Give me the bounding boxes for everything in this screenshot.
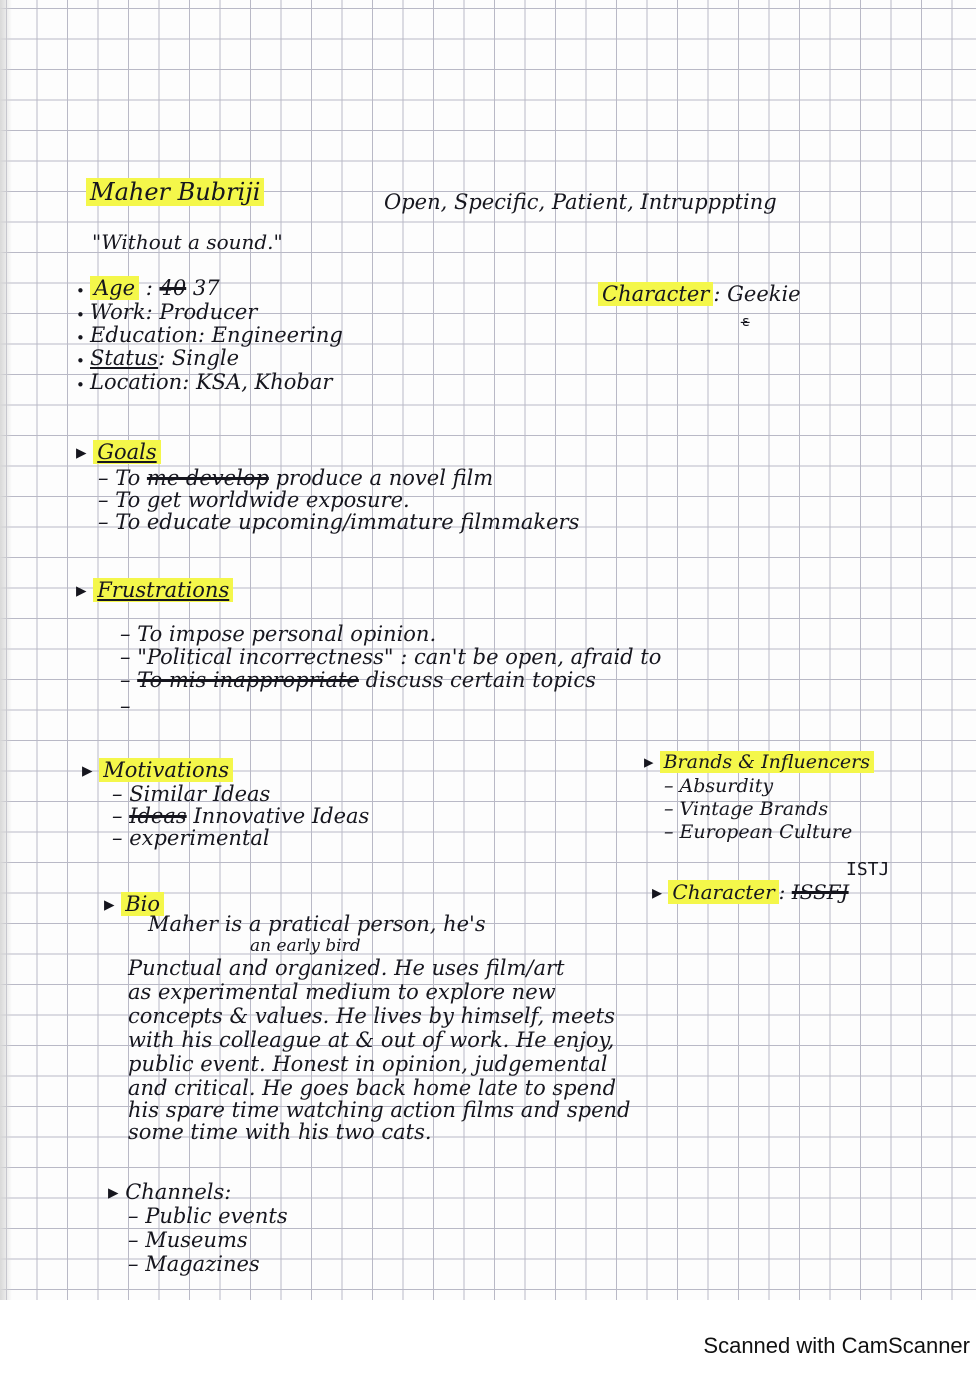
bio-line-3: as experimental medium to explore new: [128, 980, 556, 1004]
frustrations-item-3: – To mis inappropriate discuss certain topics: [120, 668, 596, 692]
bullet-dot: •: [76, 329, 85, 347]
bio-heading: ▸ Bio: [104, 892, 164, 916]
goals-heading-text: Goals: [93, 440, 160, 464]
brands-item-3-text: European Culture: [679, 821, 853, 843]
frustrations-item-3-struck: To mis inappropriate: [137, 668, 359, 692]
age-row: Age : 40 37: [90, 276, 220, 300]
channels-heading-text: Channels:: [125, 1180, 232, 1204]
goals-item-3: – To educate upcoming/immature filmmakers: [98, 510, 580, 534]
character-2-struck: ISSFJ: [791, 880, 849, 904]
motivations-item-2: – Ideas Innovative Ideas: [112, 804, 370, 828]
motivations-item-2-text: Innovative Ideas: [193, 804, 370, 828]
goals-item-1: – To me develop produce a novel film: [98, 466, 494, 490]
education-row: Education: Engineering: [90, 323, 343, 347]
page-edge-shadow: [0, 0, 12, 1300]
age-value: 37: [192, 276, 220, 300]
goals-item-3-text: To educate upcoming/immature filmmakers: [115, 510, 580, 534]
brands-heading-text: Brands & Influencers: [660, 751, 874, 773]
work-label: Work: [90, 300, 146, 324]
bio-line-2: Punctual and organized. He uses film/art: [128, 956, 565, 980]
persona-traits: Open, Specific, Patient, Intrupppting: [384, 190, 777, 214]
brands-item-2: – Vintage Brands: [664, 798, 829, 820]
goals-item-1-prefix: To: [115, 466, 141, 490]
age-struck: 40: [159, 276, 187, 300]
bio-line-8: his spare time watching action films and spend: [128, 1098, 631, 1122]
motivations-item-3-text: experimental: [129, 826, 270, 850]
channels-heading: ▸ Channels:: [108, 1180, 232, 1204]
bullet-dot: •: [76, 376, 85, 394]
bio-line-4: concepts & values. He lives by himself, meets: [128, 1004, 616, 1028]
character-row: Character : Geekie: [598, 282, 801, 306]
character-2-row: ▸ Character : ISSFJ: [652, 880, 849, 904]
bullet-dot: •: [76, 282, 85, 300]
brands-item-1-text: Absurdity: [679, 775, 774, 797]
frustrations-heading-text: Frustrations: [93, 578, 233, 602]
status-row: Status: Single: [90, 346, 240, 370]
motivations-item-3: – experimental: [112, 826, 270, 850]
education-value: Engineering: [211, 323, 343, 347]
persona-name: [86, 180, 264, 204]
age-label: Age: [90, 276, 139, 300]
scribble-mark: ɛ̶: [742, 314, 750, 330]
frustrations-item-2: – "Political incorrectness" : can't be open, afraid to: [120, 645, 662, 669]
brands-item-3: – European Culture: [664, 821, 853, 843]
motivations-item-1: – Similar Ideas: [112, 782, 271, 806]
goals-heading: ▸ Goals: [76, 440, 161, 464]
location-row: Location: KSA, Khobar: [90, 370, 333, 394]
motivations-heading: ▸ Motivations: [82, 758, 233, 782]
bio-line-6: public event. Honest in opinion, judgemental: [128, 1052, 608, 1076]
channels-item-1-text: Public events: [145, 1204, 288, 1228]
bio-heading-text: Bio: [121, 892, 164, 916]
frustrations-item-4: –: [120, 694, 131, 718]
brands-item-1: – Absurdity: [664, 775, 774, 797]
goals-item-2-text: To get worldwide exposure.: [115, 488, 410, 512]
character-2-label: Character: [668, 880, 778, 904]
goals-item-2: – To get worldwide exposure.: [98, 488, 410, 512]
status-value: Single: [171, 346, 240, 370]
channels-item-1: – Public events: [128, 1204, 288, 1228]
status-label: Status: [90, 346, 159, 370]
bio-line-7: and critical. He goes back home late to spend: [128, 1076, 617, 1100]
character-value: Geekie: [727, 282, 801, 306]
motivations-item-1-text: Similar Ideas: [129, 782, 271, 806]
channels-item-2-text: Museums: [145, 1228, 248, 1252]
scanner-watermark: Scanned with CamScanner: [703, 1333, 970, 1358]
frustrations-item-1-text: To impose personal opinion.: [137, 622, 437, 646]
brands-item-2-text: Vintage Brands: [679, 798, 829, 820]
motivations-item-2-struck: Ideas: [129, 804, 187, 828]
character-label: Character: [598, 282, 713, 306]
frustrations-item-1: – To impose personal opinion.: [120, 622, 437, 646]
channels-item-3-text: Magazines: [145, 1252, 260, 1276]
motivations-heading-text: Motivations: [99, 758, 233, 782]
frustrations-item-3-text: discuss certain topics: [365, 668, 596, 692]
persona-name-text: Maher Bubriji: [86, 178, 264, 206]
frustrations-heading: ▸ Frustrations: [76, 578, 233, 602]
location-label: Location: [90, 370, 183, 394]
goals-item-1-struck: me develop: [146, 466, 269, 490]
bio-line-5: with his colleague at & out of work. He enjoy,: [128, 1028, 615, 1052]
bullet-dot: •: [76, 306, 85, 324]
education-label: Education: [90, 323, 198, 347]
work-value: Producer: [159, 300, 258, 324]
persona-quote: "Without a sound.": [92, 230, 283, 254]
bullet-dot: •: [76, 352, 85, 370]
bio-line-1b: an early bird: [250, 936, 361, 956]
work-row: Work: Producer: [90, 300, 258, 324]
channels-item-3: – Magazines: [128, 1252, 260, 1276]
frustrations-item-2-text: "Political incorrectness" : can't be open, afraid to: [137, 645, 662, 669]
bio-line-1: Maher is a pratical person, he's: [148, 912, 486, 936]
mbti-value: ISTJ: [846, 859, 890, 880]
goals-item-1-text: produce a novel film: [275, 466, 494, 490]
bio-line-9: some time with his two cats.: [128, 1120, 432, 1144]
location-value: KSA, Khobar: [195, 370, 333, 394]
channels-item-2: – Museums: [128, 1228, 248, 1252]
brands-heading: ▸ Brands & Influencers: [644, 750, 874, 774]
